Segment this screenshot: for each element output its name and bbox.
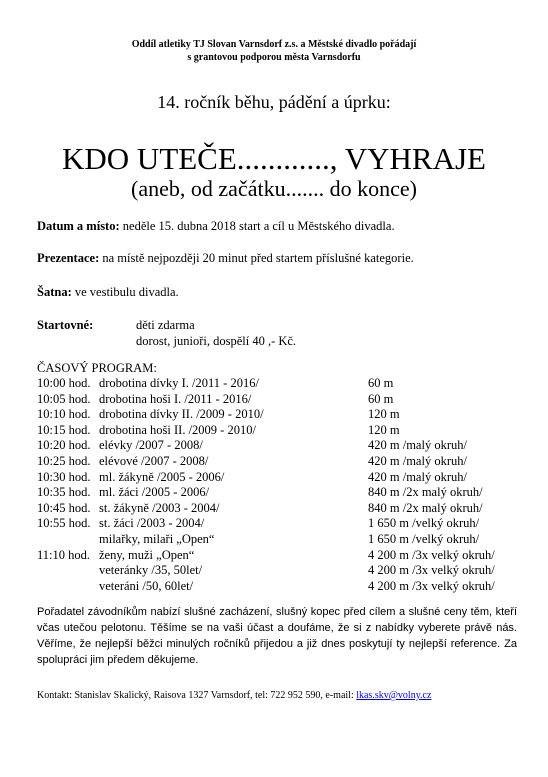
program-row bbox=[37, 407, 517, 422]
closing-paragraph: Pořadatel závodníkům nabízí slušné zacházení, slušný kopec před cílem a slušné ceny těm, kteří včas utečou pelotonu. Těšíme se na vaši účast a doufáme, že si z nabídky vyberete právě nás. Věříme, že nejlepší běžci minulých ročníků přijedou a již dnes poskytují ty nejlepší reference. Za spolupráci jim předem děkujeme. bbox=[37, 606, 517, 666]
program-row bbox=[37, 563, 517, 578]
program-distance: 120 m bbox=[368, 422, 400, 437]
program-row bbox=[37, 376, 517, 391]
date-place-line bbox=[37, 219, 395, 234]
program-time: 10:45 hod. bbox=[37, 500, 91, 515]
program-time: 10:10 hod. bbox=[37, 407, 91, 422]
program-time: 11:10 hod. bbox=[37, 547, 91, 562]
program-row bbox=[37, 579, 517, 594]
program-category: milařky, milaři „Open“ bbox=[99, 532, 215, 546]
program-category: drobotina hoši I. /2011 - 2016/ bbox=[99, 391, 252, 406]
program-distance: 1 650 m /velký okruh/ bbox=[368, 516, 480, 531]
edition-heading: 14. ročník běhu, pádění a úprku: bbox=[157, 92, 391, 112]
program-row bbox=[37, 548, 517, 563]
program-category: st. žáci /2003 - 2004/ bbox=[99, 516, 205, 531]
program-category: veteráni /50, 60let/ bbox=[99, 578, 194, 593]
date-label: Datum a místo: bbox=[37, 219, 120, 233]
contact-line bbox=[37, 690, 431, 701]
program-row bbox=[37, 532, 517, 547]
program-distance: 60 m bbox=[368, 391, 394, 406]
program-distance: 420 m /malý okruh/ bbox=[368, 438, 467, 453]
program-distance: 120 m bbox=[368, 407, 400, 422]
fees-line-children: děti zdarma bbox=[136, 318, 195, 332]
program-distance: 4 200 m /3x velký okruh/ bbox=[368, 547, 495, 562]
program-distance: 420 m /malý okruh/ bbox=[368, 469, 467, 484]
email-link[interactable]: lkas.skv@volny.cz bbox=[356, 690, 432, 701]
program-row bbox=[37, 470, 517, 485]
organizer-line: Oddíl atletiky TJ Slovan Varnsdorf z.s. a Městské divadlo pořádají bbox=[131, 39, 417, 50]
program-row bbox=[37, 392, 517, 407]
fees-label: Startovné: bbox=[37, 318, 94, 332]
program-distance: 420 m /malý okruh/ bbox=[368, 454, 467, 468]
contact-text: Kontakt: Stanislav Skalický, Raisova 1327 Varnsdorf, tel: 722 952 590, e-mail: bbox=[37, 690, 357, 701]
program-row bbox=[37, 454, 517, 469]
program-category: elévky /2007 - 2008/ bbox=[99, 438, 203, 453]
program-category: ml. žákyně /2005 - 2006/ bbox=[99, 469, 225, 484]
program-time: 10:35 hod. bbox=[37, 485, 91, 500]
grant-line: s grantovou podporou města Varnsdorfu bbox=[187, 52, 361, 63]
program-row bbox=[37, 501, 517, 516]
changing-room-line bbox=[37, 285, 179, 300]
program-category: ženy, muži „Open“ bbox=[99, 547, 195, 562]
program-heading: ČASOVÝ PROGRAM: bbox=[37, 361, 157, 375]
date-value: neděle 15. dubna 2018 start a cíl u Městského divadla. bbox=[119, 219, 395, 233]
program-distance: 1 650 m /velký okruh/ bbox=[368, 532, 480, 546]
registration-line bbox=[37, 251, 414, 266]
program-category: drobotina hoši II. /2009 - 2010/ bbox=[99, 422, 256, 437]
changing-label: Šatna: bbox=[37, 285, 72, 299]
program-distance: 840 m /2x malý okruh/ bbox=[368, 500, 483, 515]
program-category: ml. žáci /2005 - 2006/ bbox=[99, 485, 210, 500]
registration-value: na místě nejpozději 20 minut před startem příslušné kategorie. bbox=[99, 251, 414, 265]
program-category: drobotina dívky I. /2011 - 2016/ bbox=[99, 376, 259, 390]
event-title: KDO UTEČE............, VYHRAJE bbox=[62, 141, 486, 176]
program-distance: 4 200 m /3x velký okruh/ bbox=[368, 563, 495, 578]
program-time: 10:05 hod. bbox=[37, 391, 91, 406]
program-time: 10:25 hod. bbox=[37, 454, 91, 468]
fees-line-adults: dorost, junioři, dospělí 40 ,- Kč. bbox=[136, 334, 297, 348]
program-category: veteránky /35, 50let/ bbox=[99, 563, 203, 578]
program-distance: 840 m /2x malý okruh/ bbox=[368, 485, 483, 500]
program-category: elévové /2007 - 2008/ bbox=[99, 454, 209, 468]
program-row bbox=[37, 423, 517, 438]
program-time: 10:15 hod. bbox=[37, 422, 91, 437]
program-row bbox=[37, 516, 517, 531]
program-time: 10:20 hod. bbox=[37, 438, 91, 453]
program-distance: 60 m bbox=[368, 376, 394, 390]
changing-value: ve vestibulu divadla. bbox=[71, 285, 179, 299]
program-category: drobotina dívky II. /2009 - 2010/ bbox=[99, 407, 264, 422]
program-time: 10:30 hod. bbox=[37, 469, 91, 484]
program-row bbox=[37, 485, 517, 500]
program-row bbox=[37, 438, 517, 453]
program-time: 10:55 hod. bbox=[37, 516, 91, 531]
registration-label: Prezentace: bbox=[37, 251, 100, 265]
event-subtitle: (aneb, od začátku....... do konce) bbox=[131, 176, 417, 201]
program-category: st. žákyně /2003 - 2004/ bbox=[99, 500, 220, 515]
program-distance: 4 200 m /3x velký okruh/ bbox=[368, 578, 495, 593]
program-time: 10:00 hod. bbox=[37, 376, 91, 390]
